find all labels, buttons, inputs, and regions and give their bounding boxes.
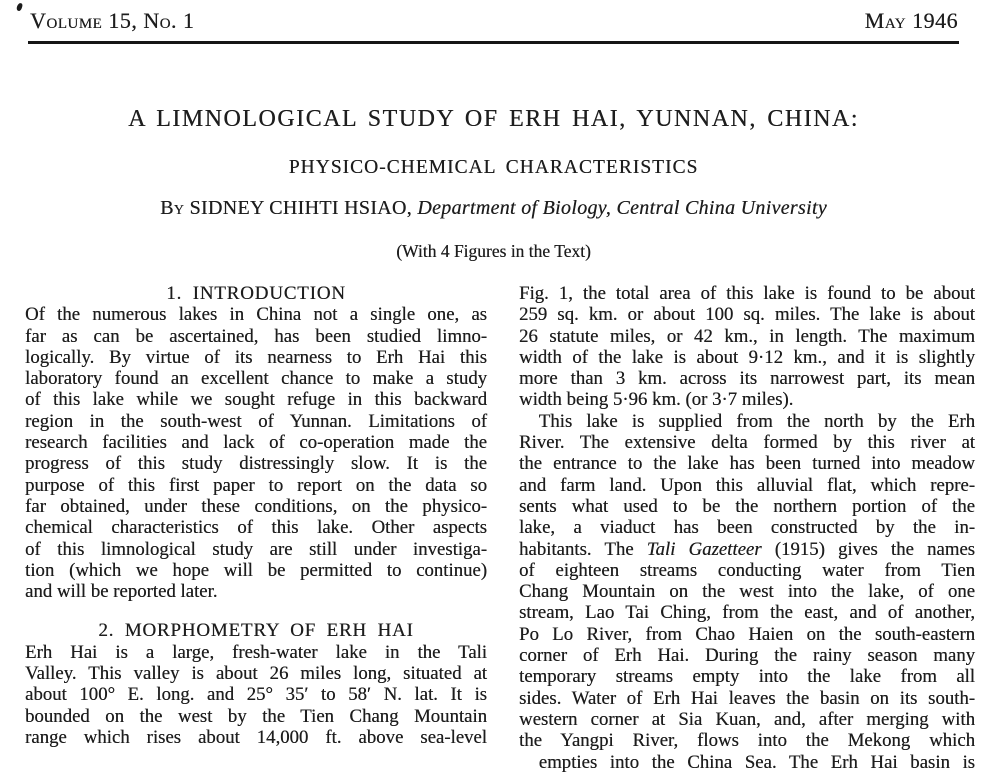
text-line: sents what used to be the northern portion of the	[519, 495, 975, 517]
text-line: Erh Hai is a large, fresh-water lake in the Tali	[25, 641, 487, 663]
byline-author: SIDNEY CHIHTI HSIAO,	[184, 197, 418, 219]
text-line: sides. Water of Erh Hai leaves the basin on its south-	[519, 687, 975, 709]
text-line: bounded on the west by the Tien Chang Mountain	[25, 705, 487, 727]
text-line: Valley. This valley is about 26 miles long, situated at	[25, 663, 487, 685]
text-line: This lake is supplied from the north by the Erh	[538, 410, 975, 432]
text-line: River. The extensive delta formed by this river at	[519, 432, 975, 454]
left-column	[25, 283, 487, 761]
issue-date: May 1946	[864, 8, 958, 33]
text-line: Chang Mountain on the west into the lake, of one	[519, 581, 975, 603]
text-line: more than 3 km. across its narrowest part, its mean	[519, 368, 975, 390]
article-title: A LIMNOLOGICAL STUDY OF ERH HAI, YUNNAN, CHINA:	[128, 106, 859, 132]
text-line: progress of this study distressingly slow. It is the	[25, 453, 487, 475]
right-column	[519, 283, 975, 773]
byline	[0, 197, 987, 220]
paragraph	[519, 410, 975, 773]
ink-smudge-mark	[16, 2, 23, 11]
text-line: about 100° E. long. and 25° 35′ to 58′ N. lat. It is	[25, 684, 487, 706]
text-line: research facilities and lack of co-operation made the	[25, 432, 487, 454]
text-line: the Yangpi River, flows into the Mekong which	[519, 730, 975, 752]
text-line: of this lake while we sought refuge in this backward	[25, 389, 487, 411]
clipped-text-line: empties into the China Sea. The Erh Hai basin is	[538, 751, 975, 773]
text-line: temporary streams empty into the lake from all	[519, 666, 975, 688]
text-line: the entrance to the lake has been turned into meadow	[519, 453, 975, 475]
text-line: 26 statute miles, or 42 km., in length. The maximum	[519, 325, 975, 347]
text-line: western corner at Sia Kuan, and, after merging with	[519, 708, 975, 730]
text-line: logically. By virtue of its nearness to Erh Hai this	[25, 346, 487, 368]
article-body	[25, 283, 975, 773]
paragraph	[25, 304, 487, 602]
text-line: width of the lake is about 9·12 km., and it is slightly	[519, 346, 975, 368]
text-line: habitants. The Tali Gazetteer (1915) gives the names	[519, 538, 975, 560]
text-line: lake, a viaduct has been constructed by the in-	[519, 517, 975, 539]
article-subtitle: PHYSICO-CHEMICAL CHARACTERISTICS	[288, 157, 699, 178]
text-line: and will be reported later.	[25, 581, 218, 603]
text-line: and farm land. Upon this alluvial flat, which repre-	[519, 474, 975, 496]
text-line: far obtained, under these conditions, on the physico-	[25, 495, 487, 517]
text-line: 259 sq. km. or about 100 sq. miles. The lake is about	[519, 304, 975, 326]
header-rule	[28, 41, 959, 44]
figures-note: (With 4 Figures in the Text)	[396, 241, 591, 261]
byline-affiliation: Department of Biology, Central China University	[417, 197, 827, 219]
text-line: Fig. 1, the total area of this lake is found to be about	[519, 283, 975, 304]
text-line: range which rises about 14,000 ft. above sea-level	[25, 726, 487, 748]
text-line: of eighteen streams conducting water from Tien	[519, 559, 975, 581]
paragraph	[25, 642, 487, 748]
journal-header	[30, 8, 958, 34]
text-line: of this limnological study are still under investiga-	[25, 538, 487, 560]
volume-number: Volume 15, No. 1	[30, 8, 195, 33]
paragraph	[519, 283, 975, 411]
text-line: far as can be ascertained, has been studied limno-	[25, 325, 487, 347]
text-line: region in the south-west of Yunnan. Limitations of	[25, 410, 487, 432]
byline-by: By	[160, 197, 185, 219]
text-line: chemical characteristics of this lake. Other aspects	[25, 517, 487, 539]
text-line: corner of Erh Hai. During the rainy season many	[519, 645, 975, 667]
text-line: Po Lo River, from Chao Haien on the south-eastern	[519, 623, 975, 645]
text-line: Of the numerous lakes in China not a single one, as	[25, 304, 487, 326]
text-line: width being 5·96 km. (or 3·7 miles).	[519, 389, 794, 411]
text-line: tion (which we hope will be permitted to continue)	[25, 559, 487, 581]
section-heading: 2. MORPHOMETRY OF ERH HAI	[98, 620, 414, 642]
text-line: laboratory found an excellent chance to make a study	[25, 368, 487, 390]
text-line: stream, Lao Tai Ching, from the east, and of another,	[519, 602, 975, 624]
section-heading: 1. INTRODUCTION	[166, 283, 346, 304]
text-line: purpose of this first paper to report on the data so	[25, 474, 487, 496]
